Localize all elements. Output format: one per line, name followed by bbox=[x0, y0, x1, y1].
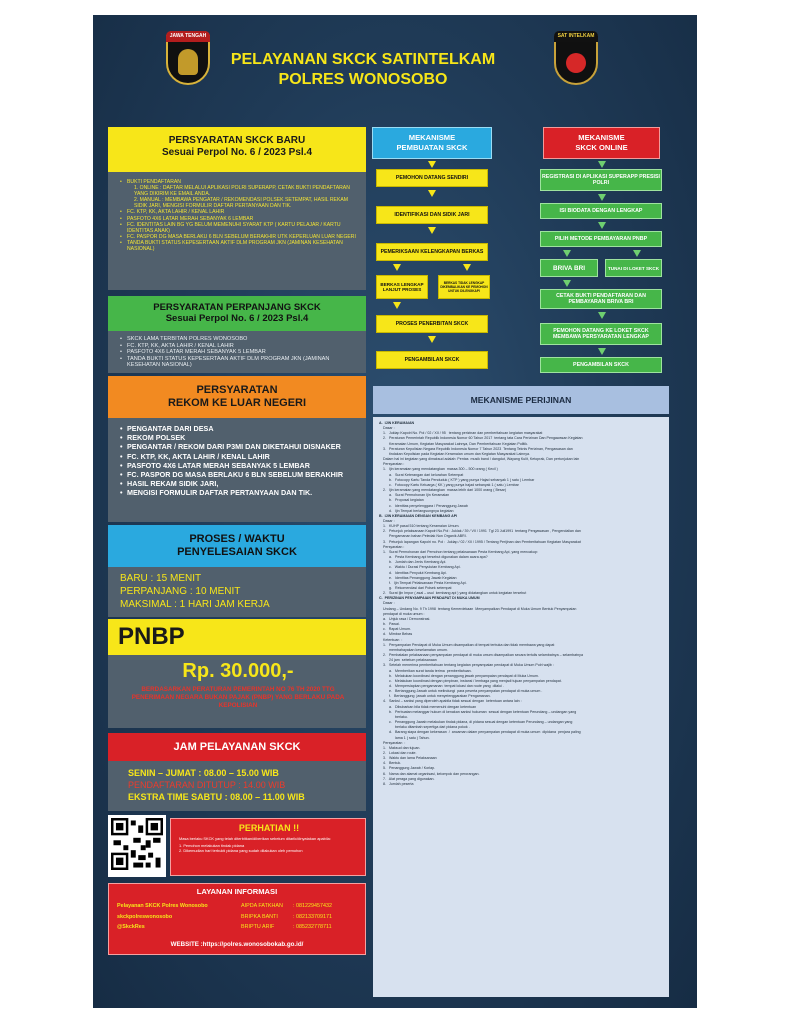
perijinan-line: f. Ijin Tempat Pelaksanaan Pesta Kembang Api. bbox=[379, 580, 467, 585]
proses-title-1: PROSES / WAKTU bbox=[189, 533, 285, 545]
perijinan-line: b. Jumlah dan Jenis Kembang Api. bbox=[379, 560, 447, 565]
jateng-badge-label: JAWA TENGAH bbox=[166, 31, 210, 42]
jam-saturday: EKSTRA TIME SABTU : 08.00 – 11.00 WIB bbox=[128, 792, 305, 802]
list-item: • FC. KTP, KK, AKTA LAHIR / KENAL LAHIR bbox=[120, 209, 356, 215]
perijinan-line: 2. Peraturan Pemerintah Republik Indonesia Nomor 60 Tahun 2017 tentang tata Cara Perizinan Dan Pengawasan Kegiatan bbox=[379, 436, 583, 441]
luar-negeri-list bbox=[120, 424, 358, 498]
perhatian-item-1: 1. Pemohon melakukan tindak pidana bbox=[179, 843, 245, 848]
proses-title-2: PENYELESAIAN SKCK bbox=[177, 546, 297, 558]
perijinan-line: d. Ijin Tempat berlangsungnya kegiatan bbox=[379, 508, 454, 513]
list-item: • FC. PASPOR DG MASA BERLAKU 6 BLN SEBELUM BERAKHIR UTK KEPERLUAN LUAR NEGERI bbox=[120, 234, 356, 240]
perijinan-line: Ketentuan : bbox=[379, 637, 403, 642]
baru-list-box bbox=[108, 172, 366, 290]
list-item: 1. ONLINE : DAFTAR MELALUI APLIKASI POLRI SUPERAPP, CETAK BUKTI PENDAFTARAN YANG DIKIRIM KE EMAIL ANDA. bbox=[134, 185, 350, 198]
page-title bbox=[213, 50, 513, 90]
arrow-down-icon bbox=[598, 161, 606, 168]
intelkam-badge-label: SAT INTELKAM bbox=[554, 31, 598, 42]
branch-lengkap: BERKAS LENGKAP LANJUT PROSES bbox=[376, 275, 428, 299]
perpanjang-header bbox=[108, 296, 366, 331]
pembuatan-title-2: PEMBUATAN SKCK bbox=[396, 143, 468, 152]
list-item: • TANDA BUKTI STATUS KEPESERTAAN AKTIF DLM PROGRAM JKN (JAMINAN KESEHATAN NASIONAL) bbox=[120, 356, 356, 369]
perijinan-line: a. Dibubarkan bila tidak memenuhi dengan ketentuan bbox=[379, 704, 477, 709]
perijinan-line: 4. Sanksi – sanksi yang diperoleh apabila tidak sesuai dengan ketentuan antara lain : bbox=[379, 699, 522, 704]
perijinan-line: 1. Juklap Kapolri No. Pol / 02 / XII / 95 tentang perizinan dan pemberitahuan kegiatan masyarakat bbox=[379, 431, 543, 436]
perijinan-line: Keramaian Umum, Kegiatan Masyarakat Lainnya, Dan Pemberitahuan Kegiatan Politik. bbox=[379, 441, 529, 446]
arrow-down-icon bbox=[598, 194, 606, 201]
perijinan-line: pendapat di muka umum : bbox=[379, 611, 425, 616]
proses-perpanjang: PERPANJANG : 10 MENIT bbox=[120, 586, 241, 597]
qr-code-graphic bbox=[111, 818, 163, 870]
list-item: • SKCK LAMA TERBITAN POLRES WONOSOBO bbox=[120, 336, 356, 343]
list-item: • MENGISI FORMULIR DAFTAR PERTANYAAN DAN TIK. bbox=[120, 488, 358, 497]
layanan-twitter[interactable]: @SkckRes bbox=[117, 924, 145, 930]
perijinan-line: Dasar : bbox=[379, 426, 395, 431]
perijinan-line: lama 1 ( satu ) Tahun. bbox=[379, 735, 430, 740]
contact-1-phone[interactable]: : 081229457432 bbox=[293, 903, 332, 909]
step-identifikasi: IDENTIFIKASI DAN SIDIK JARI bbox=[376, 206, 488, 224]
jam-box bbox=[108, 761, 366, 811]
arrow-down-icon bbox=[598, 222, 606, 229]
perijinan-line: Persyaratan : bbox=[379, 462, 405, 467]
perijinan-line: c. Fotocopy Kartu Keluarga ( KK ) yang punya hajad sebanyak 1 ( satu ) Lembar bbox=[379, 482, 519, 487]
perijinan-line: d. Mimbar Bebas bbox=[379, 632, 413, 637]
perijinan-line: 4. Bentuk. bbox=[379, 761, 402, 766]
arrow-down-icon bbox=[428, 336, 436, 343]
perijinan-line: b. Fotocopy Kartu Tanda Penduduk ( KTP ) yang punya Hajad sebanyak 1 ( satu ) Lembar bbox=[379, 477, 535, 482]
layanan-box bbox=[108, 883, 366, 955]
perpanjang-subtitle: Sesuai Perpol No. 6 / 2023 Psl.4 bbox=[165, 313, 309, 324]
pnbp-amount: Rp. 30.000,- bbox=[182, 660, 294, 682]
proses-baru: BARU : 15 MENIT bbox=[120, 573, 202, 584]
layanan-facebook[interactable]: Pelayanan SKCK Polres Wonosobo bbox=[117, 903, 208, 909]
list-item: • FC. IDENTITAS LAIN BG YG BELUM MEMENUHI SYARAT KTP ( KARTU PELAJAR / KARTU IDENTITAS ANAK) bbox=[120, 222, 356, 234]
online-cetak: CETAK BUKTI PENDAFTARAN DAN PEMBAYARAN BRIVA BRI bbox=[540, 289, 662, 309]
list-item: • PENGANTAR / REKOM DARI P3MI DAN DIKETAHUI DISNAKER bbox=[120, 442, 358, 451]
perijinan-line: tindakan Kepolisian pada Kegiatan Keramaian umum dan Kegiatan Masyarakat Lainnya. bbox=[379, 451, 531, 456]
baru-header bbox=[108, 127, 366, 172]
perijinan-line: 1. Ijin keramaian yang mendatangkan massa 300 – 500 orang ( Kecil ) bbox=[379, 467, 498, 472]
arrow-down-icon bbox=[428, 190, 436, 197]
poster bbox=[93, 15, 697, 1008]
perijinan-line: 7. Alat peraga yang digunakan. bbox=[379, 776, 435, 781]
perijinan-line: c. Rapat Umum. bbox=[379, 627, 411, 632]
list-item: 2. MANUAL : MEMBAWA PENGATAR / REKOMENDASI POLSEK SETEMPAT, HASIL REKAM SIDIK JARI, MENGISI FORMULIR DAFTAR PERTANYAAN DAN TIK. bbox=[134, 197, 348, 210]
title-line-1: PELAYANAN SKCK SATINTELKAM bbox=[230, 51, 496, 68]
perijinan-line: 1. Penyampaian Pendapat di Muka Umum disampaikan di tempat terbuka dan tidak membawa yang dapat bbox=[379, 642, 555, 647]
perijinan-line: Undang – Undang No. 9 Th 1998 tentang Kemerdekaan Menyampaikan Pendapat di Muka Umum Bentuk Penyampaian bbox=[379, 606, 577, 611]
perijinan-line: a. Surat Keterangan dari kelurahan Setempat bbox=[379, 472, 464, 477]
contact-3-phone[interactable]: : 085232778711 bbox=[293, 924, 332, 930]
luar-negeri-title-2: REKOM KE LUAR NEGERI bbox=[167, 397, 307, 409]
arrow-down-icon bbox=[428, 227, 436, 234]
perijinan-line: 2. Petunjuk pelaksanaan Kapolri No.Pol : Juklak / 39 / VII / 1991 Tgl 23 Juli1991 tentang Pengawasan , Pengendalian dan bbox=[379, 529, 581, 534]
pnbp-title: PNBP bbox=[108, 619, 366, 655]
list-item: • PASFOTO 4X6 LATAR MERAH SEBANYAK 5 LEMBAR bbox=[120, 461, 358, 470]
perijinan-line: 2. Surat Ijin Impor ( asal – usul kembang api ) yang didatangkan untuk kegiatan tersebut bbox=[379, 591, 527, 596]
list-item: • REKOM POLSEK bbox=[120, 433, 358, 442]
perijinan-line: a. Surat Permohonan Ijin Keramaian bbox=[379, 493, 450, 498]
list-item: • FC. PASPOR DG MASA BERLAKU 6 BLN SEBELUM BERAKHIR bbox=[120, 470, 358, 479]
perijinan-line: d. Barang siapa dengan kekerasan / ancaman dalam penyampaian pendapat di muka umum dipidana penjara paling bbox=[379, 730, 581, 735]
perijinan-line: f. Bertanggung jawab untuk menyelenggarakan Pengamanan. bbox=[379, 694, 491, 699]
baru-title: PERSYARATAN SKCK BARU bbox=[168, 135, 306, 146]
perijinan-line: 3. Setelah menerima pemberitahuan tentang kegiatan penyampaian pendapat di Muka Umum Polri wajib : bbox=[379, 663, 554, 668]
perijinan-line: g. Rekomendasi dari Polsek setempat bbox=[379, 586, 452, 590]
jam-title: JAM PELAYANAN SKCK bbox=[108, 733, 366, 761]
perijinan-line: c. Penanggung Jawab melakukan tindak pidana, di pidana sesuai dengan ketentuan Perundang – undangan yang bbox=[379, 720, 573, 725]
perijinan-line: B. IJIN KERAMAIAN DENGAN KEMBANG API bbox=[379, 513, 458, 518]
perijinan-title: MEKANISME PERIJINAN bbox=[373, 386, 669, 414]
arrow-down-icon bbox=[393, 302, 401, 309]
jateng-badge bbox=[166, 31, 210, 85]
perpanjang-list bbox=[120, 336, 356, 369]
perhatian-item-2: 2. Dikemudian hari terbukti pidana yang sudah dilakukan oleh pemohon bbox=[179, 848, 303, 853]
pay-briva: BRIVA BRI bbox=[540, 259, 598, 277]
perijinan-line: c. Melakukan koordinasi dengan pimpinan, instansi / lembaga yang menjadi tujuan penyampaian pendapat. bbox=[379, 678, 562, 683]
pembuatan-header bbox=[372, 127, 492, 159]
perijinan-line: 3. Peraturan Kepolisian Negara Republik Indonesia Nomor 7 Tahun 2023 Tentang Teknis Perizinan, Pengawasan dan bbox=[379, 446, 573, 451]
perijinan-line: a. Pesta Kembang api tersebut digunakan dalam acara apa? bbox=[379, 555, 488, 560]
website-link[interactable]: WEBSITE :https://polres.wonosobokab.go.id/ bbox=[170, 941, 304, 948]
layanan-contacts bbox=[241, 901, 332, 933]
perijinan-line: berlaku. bbox=[379, 714, 408, 719]
perijinan-line: 2. Lokasi dan route. bbox=[379, 751, 417, 755]
perijinan-line: 3. Waktu dan lama Pelaksanaan bbox=[379, 756, 437, 761]
perijinan-line: a. Memberikan surat tanda terima pemberitahuan. bbox=[379, 668, 472, 673]
list-item: • TANDA BUKTI STATUS KEPESERTAAN AKTIF DLM PROGRAM JKN (JAMINAN KESEHATAN NASIONAL) bbox=[120, 240, 356, 252]
arrow-down-icon bbox=[563, 280, 571, 287]
title-line-2: POLRES WONOSOBO bbox=[278, 71, 448, 88]
pnbp-box bbox=[108, 655, 366, 728]
perijinan-line: Dasar : bbox=[379, 601, 395, 606]
arrow-down-icon bbox=[633, 250, 641, 257]
baru-subtitle: Sesuai Perpol No. 6 / 2023 Psl.4 bbox=[161, 147, 313, 158]
perijinan-line: Dalam hal ini kegiatan yang dimaksud adalah: Pentas musik band / dangdut, Wayang Kulit, Ketoprak, Dan pertunjukan lain bbox=[379, 457, 580, 462]
online-title-2: SKCK ONLINE bbox=[575, 143, 628, 152]
list-item: • PASFOTO 4X6 LATAR MERAH SEBANYAK 6 LEMBAR bbox=[120, 216, 356, 222]
list-item: • HASIL REKAM SIDIK JARI, bbox=[120, 479, 358, 488]
proses-header bbox=[108, 525, 366, 567]
proses-box bbox=[108, 567, 366, 617]
perijinan-line: c. Waktu / Durasi Penyulutan Kembang Api. bbox=[379, 565, 461, 570]
online-biodata: ISI BIODATA DENGAN LENGKAP bbox=[540, 203, 662, 219]
perijinan-line: Persyaratan : bbox=[379, 544, 405, 549]
arrow-down-icon bbox=[598, 348, 606, 355]
perijinan-line: 5. Penanggung Jawab / Korlap. bbox=[379, 766, 436, 771]
list-item: • PENGANTAR DARI DESA bbox=[120, 424, 358, 433]
step-pemeriksaan: PEMERIKSAAN KELENGKAPAN BERKAS bbox=[376, 243, 488, 261]
perijinan-line: b. Perbuatan melanggar hukum di kenakan sanksi hukuman sesuai dengan ketentuan Perundang – undangan yang bbox=[379, 709, 577, 714]
online-pengambilan: PENGAMBILAN SKCK bbox=[540, 357, 662, 373]
contact-1-name: AIPDA FATKHAN bbox=[241, 903, 283, 909]
online-header bbox=[543, 127, 660, 159]
online-title-1: MEKANISME bbox=[578, 133, 625, 142]
contact-2-name: BRIPKA BANTI bbox=[241, 913, 278, 920]
perijinan-document bbox=[373, 417, 669, 997]
arrow-down-icon bbox=[428, 161, 436, 168]
perijinan-line: 2. Ijin keramaian yang mendatangkan massa lebih dari 1000 orang ( Besar) bbox=[379, 488, 507, 493]
perhatian-title: PERHATIAN !! bbox=[238, 823, 300, 833]
step-penerbitan: PROSES PENERBITAN SKCK bbox=[376, 315, 488, 333]
list-item: • BUKTI PENDAFTARAN bbox=[120, 179, 356, 185]
perijinan-line: 24 jam sebelum pelaksanaan bbox=[379, 658, 437, 663]
perijinan-line: 1. Maksud dan tujuan. bbox=[379, 745, 421, 750]
branch-tidak-lengkap: BERKAS TIDAK LENGKAP DIKEMBALIKAN KE PEMOHON UNTUK DILENGKAPI bbox=[438, 275, 490, 299]
perijinan-line: 8. Jumlah peserta bbox=[379, 781, 414, 786]
jam-weekday: SENIN – JUMAT : 08.00 – 15.00 WIB bbox=[128, 768, 279, 778]
perijinan-line: e. Identitas Penanggung Jawab Kegiatan bbox=[379, 575, 457, 580]
perijinan-line: 1. KUHP pasal 510 tentang Keramaian Umum. bbox=[379, 524, 460, 529]
step-datang: PEMOHON DATANG SENDIRI bbox=[376, 169, 488, 187]
perijinan-line: Persyaratan : bbox=[379, 740, 406, 745]
luar-negeri-title-1: PERSYARATAN bbox=[196, 384, 278, 396]
online-datang: PEMOHON DATANG KE LOKET SKCK MEMBAWA PERSYARATAN LENGKAP bbox=[540, 323, 662, 345]
step-pengambilan: PENGAMBILAN SKCK bbox=[376, 351, 488, 369]
shield-emblem-icon bbox=[178, 49, 198, 75]
perijinan-line: 1. Surat Permohonan dari Pemohon tentang pelaksanaan Pesta Kembang Api, yang mencakup: bbox=[379, 549, 538, 554]
online-pilih-metode: PILIH METODE PEMBAYARAN PNBP bbox=[540, 231, 662, 247]
arrow-down-icon bbox=[598, 312, 606, 319]
arrow-down-icon bbox=[393, 264, 401, 271]
perijinan-line: Pengamanan bahan Peledak Non Organik ABRI. bbox=[379, 534, 467, 539]
perpanjang-list-box bbox=[108, 331, 366, 373]
luar-negeri-header bbox=[108, 376, 366, 418]
intelkam-badge bbox=[554, 31, 598, 85]
luar-negeri-list-box bbox=[108, 418, 366, 522]
perijinan-line: c. Identitas penyelenggara / Penanggung Jawab bbox=[379, 503, 468, 508]
baru-list bbox=[120, 179, 356, 252]
intelkam-emblem-icon bbox=[566, 53, 586, 73]
contact-3-name: BRIPTU ARIF bbox=[241, 924, 275, 930]
perijinan-line: 2. Pembatalan pelaksanaan penyampaian pendapat di muka umum disampaikan secara tertulis selambatnya – selambatnya bbox=[379, 653, 583, 658]
list-item: • FC. KTP, KK, AKTA LAHIR / KENAL LAHIR bbox=[120, 452, 358, 461]
layanan-instagram[interactable]: skckpolreswonosobo bbox=[117, 913, 173, 920]
layanan-social bbox=[117, 901, 208, 933]
perijinan-line: e. Bertanggung Jawab untuk melindungi para peserta penyampaian pendapat di muka umum . bbox=[379, 689, 543, 694]
perijinan-line: b. Proposal kegiatan bbox=[379, 498, 424, 503]
perijinan-line: d. Mempersiapkan pengamanan tempat lokasi dan route yang dilalui . bbox=[379, 683, 504, 688]
qr-code-icon[interactable] bbox=[108, 815, 166, 877]
perijinan-line: membahayakan keselamatan umum. bbox=[379, 647, 448, 652]
perpanjang-title: PERSYARATAN PERPANJANG SKCK bbox=[153, 302, 321, 313]
list-item: • PASFOTO 4X6 LATAR MERAH SEBANYAK 5 LEMBAR bbox=[120, 349, 356, 356]
pembuatan-title-1: MEKANISME bbox=[408, 133, 456, 142]
online-registrasi: REGISTRASI DI APLIKASI SUPERAPP PRESISI POLRI bbox=[540, 169, 662, 191]
perijinan-line: b. Melakukan koordinasi dengan penanggung jawab penyampaian pendapat di Muka Umum. bbox=[379, 673, 539, 678]
perijinan-line: C. PERIZINAN PENYAMPAIAN PENDAPAT DI MUKA UMUM bbox=[379, 596, 480, 601]
perhatian-text: Masa berlaku SKCK yang telah diterbitkan/diberikan sebelum ditarik/dinyatakan apabila: bbox=[179, 836, 331, 841]
arrow-down-icon bbox=[563, 250, 571, 257]
perijinan-line: b. Pawai. bbox=[379, 622, 400, 627]
perijinan-line: 3. Petunjuk lapangan Kapolri no. Pol : Juklap / 02 / XII / 1995 / Tentang Perijinan dan Pemberitahuan Kegiatan Masyarakat bbox=[379, 539, 581, 544]
layanan-title: LAYANAN INFORMASI bbox=[196, 887, 278, 896]
pay-tunai: TUNAI DI LOKET SKCK bbox=[605, 259, 662, 277]
perijinan-line: berlaku ditambah sepertiga dari pidana pokok . bbox=[379, 725, 470, 730]
perhatian-box bbox=[170, 818, 366, 876]
perijinan-line: d. Identitas Penyulut Kembang Api. bbox=[379, 570, 447, 575]
list-item: • FC. KTP, KK, AKTA LAHIR / KENAL LAHIR bbox=[120, 343, 356, 350]
contact-2-phone[interactable]: : 082133709171 bbox=[293, 913, 332, 920]
arrow-down-icon bbox=[463, 264, 471, 271]
pnbp-note: BERDASARKAN PERATURAN PEMERINTAH NO 76 TH 2020 TTG PENERIMAAN NEGARA BUKAN PAJAK (PNBP) YANG BERLAKU PADA KEPOLISIAN bbox=[131, 686, 345, 709]
perijinan-line: A. IJIN KERAMAIAN bbox=[379, 421, 415, 425]
proses-maksimal: MAKSIMAL : 1 HARI JAM KERJA bbox=[120, 599, 270, 610]
perijinan-line: Dasar : bbox=[379, 518, 395, 523]
perijinan-line: 6. Nama dan alamat organisasi, kelompok dan perorangan. bbox=[379, 771, 480, 776]
perijinan-line: a. Unjuk rasa / Demonstrasi. bbox=[379, 616, 431, 621]
jam-closing: PENDAFTARAN DITUTUP : 14.00 WIB bbox=[128, 780, 286, 790]
